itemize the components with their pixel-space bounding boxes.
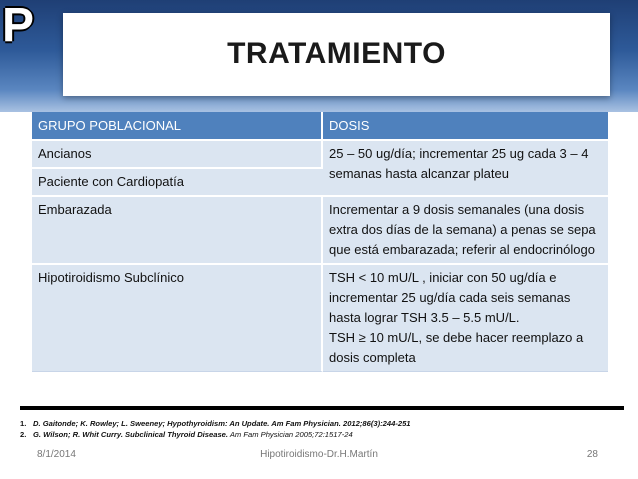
reference-number: 1. — [20, 419, 27, 428]
dose-subclinico-line-2: TSH ≥ 10 mU/L, se debe hacer reemplazo a dosis completa — [329, 330, 584, 365]
cell-dose-embarazada: Incrementar a 9 dosis semanales (una dosis extra dos días de la semana) a penas se sepa que está embarazada; referir al endocrinólogo — [323, 195, 608, 263]
header-grupo-poblacional: GRUPO POBLACIONAL — [32, 112, 323, 139]
title-box — [63, 13, 610, 96]
footer-date: 8/1/2014 — [37, 449, 76, 460]
references — [20, 418, 620, 440]
divider — [20, 406, 624, 410]
table-row — [32, 195, 608, 263]
table-row — [32, 139, 608, 167]
reference-title: D. Gaitonde; K. Rowley; L. Sweeney; Hypothyroidism: An Update. Am Fam Physician. 2012;86(3):244-251 — [33, 419, 411, 428]
cell-cardiopatia: Paciente con Cardiopatía — [32, 167, 323, 195]
cell-dose-subclinico — [323, 263, 608, 372]
header-dosis: DOSIS — [323, 112, 608, 139]
cell-ancianos: Ancianos — [32, 139, 323, 167]
reference-text — [33, 418, 411, 429]
cell-subclinico: Hipotiroidismo Subclínico — [32, 263, 323, 372]
footer-title: Hipotiroidismo-Dr.H.Martín — [260, 449, 378, 460]
reference-journal: Am Fam Physician 2005;72:1517-24 — [228, 430, 353, 439]
reference-item — [20, 418, 620, 429]
footer-page-number: 28 — [586, 449, 598, 460]
reference-title: G. Wilson; R. Whit Curry. Subclinical Thyroid Disease. — [33, 430, 229, 439]
reference-number: 2. — [20, 430, 27, 439]
table-header-row — [32, 112, 608, 139]
logo-letter: P — [2, 0, 34, 52]
cell-embarazada: Embarazada — [32, 195, 323, 263]
table-row — [32, 263, 608, 372]
dosage-table — [32, 112, 608, 372]
dose-subclinico-line-1: TSH < 10 mU/L , iniciar con 50 ug/día e incrementar 25 ug/día cada seis semanas hasta lograr TSH 3.5 – 5.5 mU/L. — [329, 270, 571, 325]
reference-item — [20, 429, 620, 440]
reference-text — [33, 429, 353, 440]
page-title: TRATAMIENTO — [227, 37, 446, 70]
cell-dose-ancianos-cardiopatia: 25 – 50 ug/día; incrementar 25 ug cada 3 – 4 semanas hasta alcanzar plateu — [323, 139, 608, 195]
